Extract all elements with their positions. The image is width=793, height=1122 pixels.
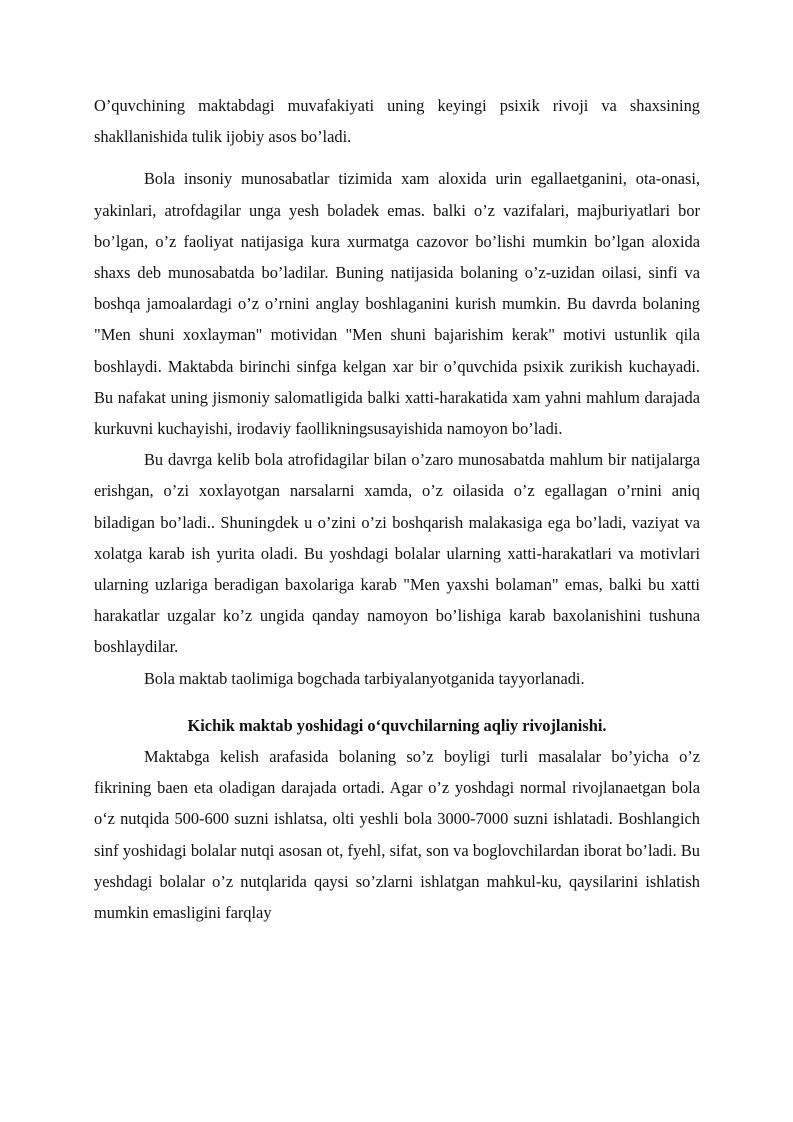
paragraph-achievements: Bu davrga kelib bola atrofidagilar bilan o’zaro munosabatda mahlum bir natijalarga erishgan, o’zi xoxlayotgan narsalarni xamda, o’z oilasida o’z egallagan o’rnini aniq biladigan bo’ladi.. Shuningdek u o’zini o’zi boshqarish malakasiga ega bo’ladi, vaziyat va xolatga karab ish yurita oladi. Bu yoshdagi bolalar ularning xatti-harakatlari va motivlari ularning uzlariga beradigan baxolariga karab "Men yaxshi bolaman" emas, balki bu xatti harakatlar uzgalar ko’z ungida qanday namoyon bo’lishiga karab baxolanishini tushuna boshlaydilar. [94, 450, 700, 657]
paragraph-intro: O’quvchining maktabdagi muvafakiyati uning keyingi psixik rivoji va shaxsining shakllanishida tulik ijobiy asos bo’ladi. [94, 96, 700, 147]
paragraph-vocabulary: Maktabga kelish arafasida bolaning so’z boyligi turli masalalar bo’yicha o’z fikrining baen eta oladigan darajada ortadi. Agar o’z yoshdagi normal rivojlanaetgan bola o‘z nutqida 500-600 suzni ishlatsa, olti yeshli bola 3000-7000 suzni ishlatadi. Boshlangich sinf yoshidagi bolalar nutqi asosan ot, fyehl, sifat, son va boglovchilardan iborat bo’ladi. Bu yeshdagi bolalar o’z nutqlarida qaysi so’zlarni ishlatgan mahkul-ku, qaysilarini ishlatish mumkin emasligini farqlay [94, 747, 700, 923]
paragraph-preparation: Bola maktab taolimiga bogchada tarbiyalanyotganida tayyorlanadi. [144, 668, 585, 688]
section-heading: Kichik maktab yoshidagi o‘quvchilarning aqliy rivojlanishi. [187, 715, 607, 735]
document-body [94, 90, 700, 928]
paragraph-social-relations: Bola insoniy munosabatlar tizimida xam aloxida urin egallaetganini, ota-onasi, yakinlari, atrofdagilar unga yesh boladek emas. balki o’z vazifalari, majburiyatlari bor bo’lgan, o’z faoliyat natijasiga kura xurmatga cazovor bo’lishi mumkin bo’lgan aloxida shaxs deb munosabatda bo’ladilar. Buning natijasida bolaning o’z-uzidan oilasi, sinfi va boshqa jamoalardagi o’z o’rnini anglay boshlaganini kurish mumkin. Bu davrda bolaning "Men shuni xoxlayman" motividan "Men shuni bajarishim kerak" motivi ustunlik qila boshlaydi. Maktabda birinchi sinfga kelgan xar bir o’quvchida psixik zurikish kuchayadi. Bu nafakat uning jismoniy salomatligida balki xatti-harakatida xam yahni mahlum darajada kurkuvni kuchayishi, irodaviy faollikningsusayishida namoyon bo’ladi. [94, 169, 700, 439]
